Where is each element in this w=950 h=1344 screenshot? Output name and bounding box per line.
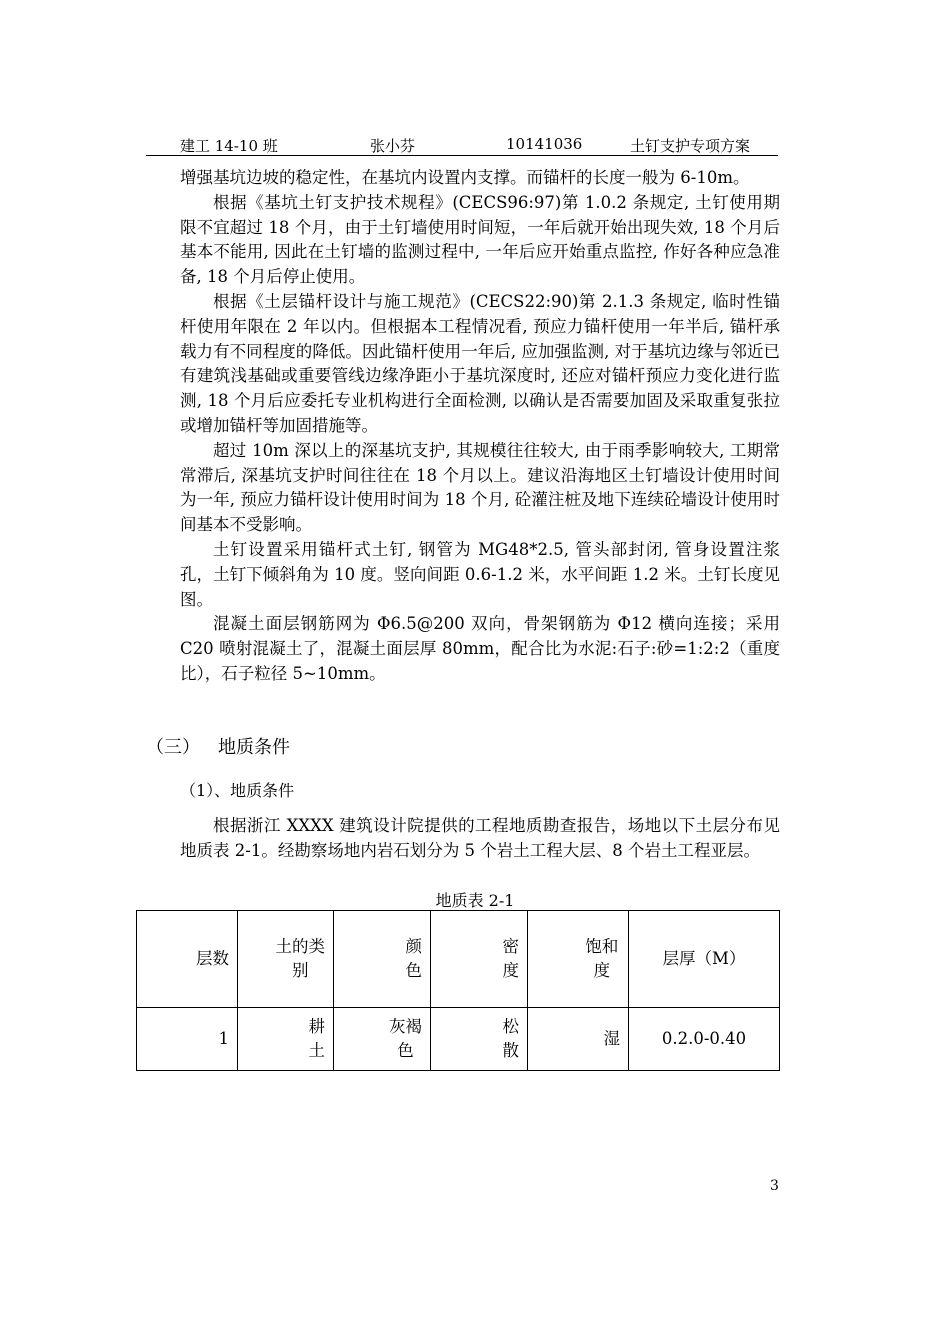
header-text: 饱和度	[585, 937, 619, 980]
header-class: 建工 14-10 班	[180, 137, 278, 155]
header-cell	[137, 911, 238, 1008]
paragraph: 增强基坑边坡的稳定性，在基坑内设置内支撑。而锚杆的长度一般为 6-10m。	[180, 168, 750, 187]
header-text: 颜色	[405, 937, 422, 980]
table-cell	[629, 1008, 780, 1071]
page-header	[146, 133, 778, 156]
subsection-heading: （1）、地质条件	[180, 781, 295, 800]
table-cell	[238, 1008, 334, 1071]
table-cell	[334, 1008, 431, 1071]
body-text	[180, 166, 780, 687]
header-text: 层厚（M）	[662, 949, 746, 968]
section-heading	[146, 733, 290, 759]
paragraph: 土钉设置采用锚杆式土钉, 钢管为 MG48*2.5, 管头部封闭, 管身设置注浆孔，土钉下倾斜角为 10 度。竖向间距 0.6-1.2 米，水平间距 1.2 米。土钉长度见图。	[180, 539, 780, 609]
cell-text: 耕土	[308, 1017, 325, 1060]
table-caption: 地质表 2-1	[435, 891, 515, 910]
paragraph: 超过 10m 深以上的深基坑支护, 其规模往往较大, 由于雨季影响较大, 工期常常滞后, 深基坑支护时间往往在 18 个月以上。建议沿海地区土钉墙设计使用时间为一年, 预应力锚杆设计使用时间为 18 个月, 砼灌注桩及地下连续砼墙设计使用时间基本不受影响。	[180, 440, 780, 535]
page-number: 3	[770, 1178, 779, 1194]
header-cell	[431, 911, 528, 1008]
table-cell	[528, 1008, 629, 1071]
header-title: 土钉支护专项方案	[630, 137, 751, 155]
header-cell	[238, 911, 334, 1008]
section-title: 地质条件	[218, 737, 290, 758]
header-name: 张小芬	[370, 137, 416, 155]
header-id: 10141036	[506, 135, 583, 153]
header-text: 层数	[196, 949, 229, 968]
header-text: 密度	[502, 937, 519, 980]
table-row	[137, 1008, 780, 1071]
cell-text: 湿	[603, 1029, 620, 1048]
cell-text: 0.2.0-0.40	[661, 1029, 747, 1048]
table-header-row	[137, 911, 780, 1008]
header-cell	[629, 911, 780, 1008]
cell-text: 松散	[502, 1017, 519, 1060]
table-cell	[137, 1008, 238, 1071]
paragraph: 根据浙江 XXXX 建筑设计院提供的工程地质勘查报告，场地以下土层分布见地质表 2-1。经勘察场地内岩石划分为 5 个岩土工程大层、8 个岩土工程亚层。	[180, 816, 780, 860]
geology-table	[136, 910, 780, 1071]
paragraph: 根据《土层锚杆设计与施工规范》(CECS22:90)第 2.1.3 条规定, 临时性锚杆使用年限在 2 年以内。但根据本工程情况看, 预应力锚杆使用一年半后, 锚杆承载力有不同程度的降低。因此锚杆使用一年后, 应加强监测, 对于基坑边缘与邻近已有建筑浅基础或重要管线边缘净距小于基坑深度时, 还应对锚杆预应力变化进行监测, 18 个月后应委托专业机构进行全面检测, 以确认是否需要加固及采取重复张拉或增加锚杆等加固措施等。	[180, 291, 780, 435]
cell-text: 1	[218, 1029, 229, 1048]
paragraph: 混凝土面层钢筋网为 Φ6.5@200 双向，骨架钢筋为 Φ12 横向连接；采用 C20 喷射混凝土了，混凝土面层厚 80mm，配合比为水泥:石子:砂=1:2:2（重度比），石子粒径 5~10mm。	[180, 614, 780, 683]
geology-text	[180, 814, 780, 864]
header-cell	[528, 911, 629, 1008]
paragraph: 根据《基坑土钉支护技术规程》(CECS96:97)第 1.0.2 条规定, 土钉使用期限不宜超过 18 个月，由于土钉墙使用时间短，一年后就开始出现失效, 18 个月后基本不能用, 因此在土钉墙的监测过程中, 一年后应开始重点监控, 作好各种应急准备, 18 个月后停止使用。	[180, 192, 780, 287]
cell-text: 灰褐色	[389, 1017, 422, 1060]
header-text: 土的类别	[275, 937, 325, 980]
header-cell	[334, 911, 431, 1008]
table-cell	[431, 1008, 528, 1071]
section-number: （三）	[146, 737, 200, 758]
